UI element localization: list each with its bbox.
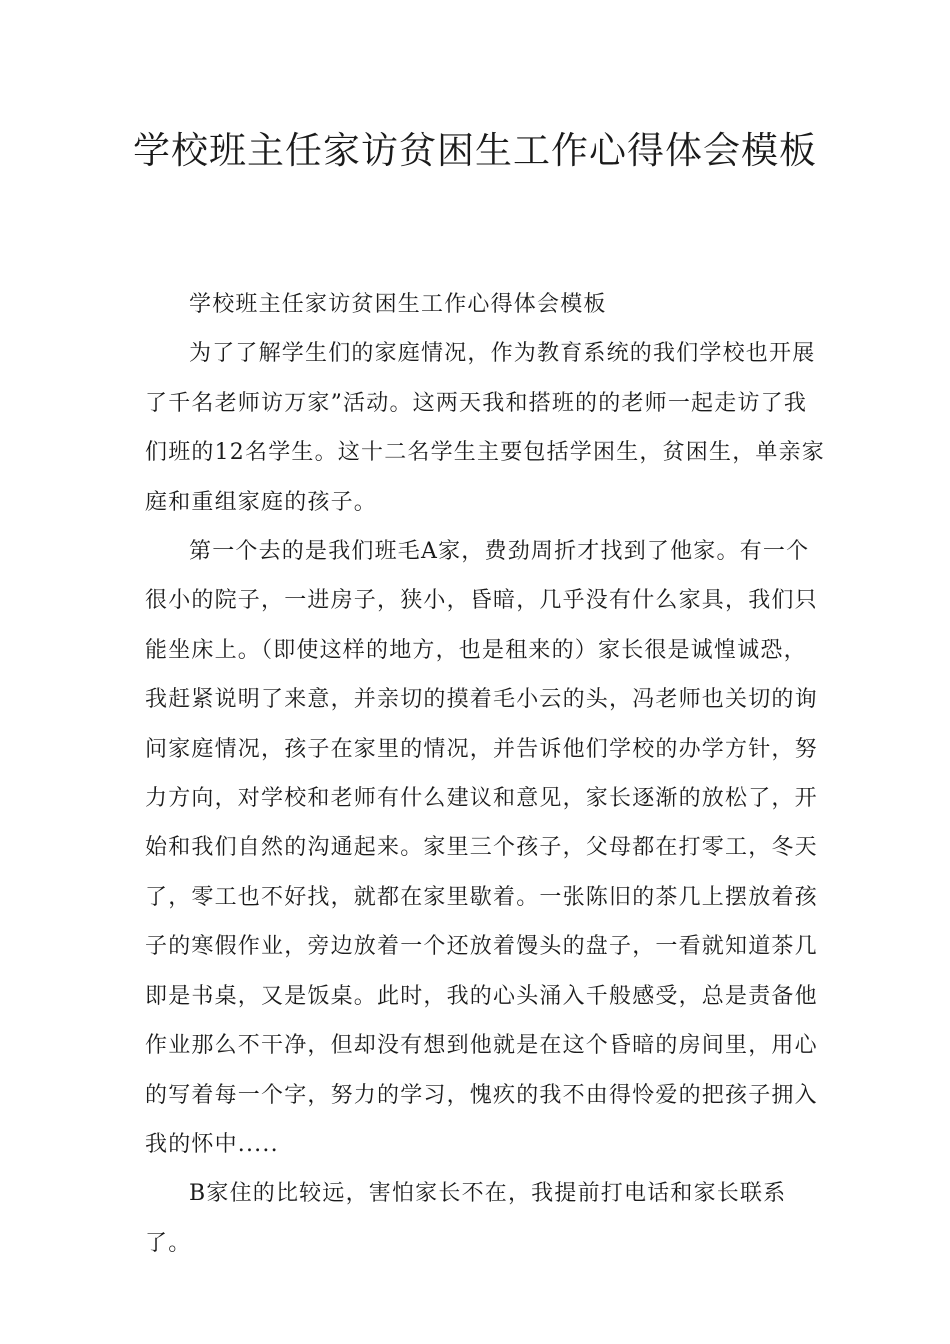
paragraph-first-visit: 第一个去的是我们班毛A家，费劲周折才找到了他家。有一个很小的院子，一进房子，狭小，昏暗，几乎没有什么家具，我们只能坐床上。（即使这样的地方，也是租来的）家长很是诚惶诚恐，我赶紧说明了来意，并亲切的摸着毛小云的头，冯老师也关切的询问家庭情况，孩子在家里的情况，并告诉他们学校的办学方针，努力方向，对学校和老师有什么建议和意见，家长逐渐的放松了，开始和我们自然的沟通起来。家里三个孩子，父母都在打零工，冬天了，零工也不好找，就都在家里歇着。一张陈旧的茶几上摆放着孩子的寒假作业，旁边放着一个还放着馒头的盘子，一看就知道茶几即是书桌，又是饭桌。此时，我的心头涌入千般感受，总是责备他作业那么不干净，但却没有想到他就是在这个昏暗的房间里，用心的写着每一个字，努力的学习，愧疚的我不由得怜爱的把孩子拥入我的怀中..... xyxy=(145,539,818,1157)
paragraph-subtitle: 学校班主任家访贫困生工作心得体会模板 xyxy=(189,292,607,317)
paragraph-intro: 为了了解学生们的家庭情况，作为教育系统的我们学校也开展了千名老师访万家”活动。这两天我和搭班的的老师一起走访了我们班的12名学生。这十二名学生主要包括学困生，贫困生，单亲家庭和重组家庭的孩子。 xyxy=(145,341,825,515)
paragraph-second-visit: B家住的比较远，害怕家长不在，我提前打电话和家长联系了。 xyxy=(145,1181,787,1256)
document-body xyxy=(145,280,825,1268)
document-title: 学校班主任家访贫困生工作心得体会模板 xyxy=(133,129,817,172)
